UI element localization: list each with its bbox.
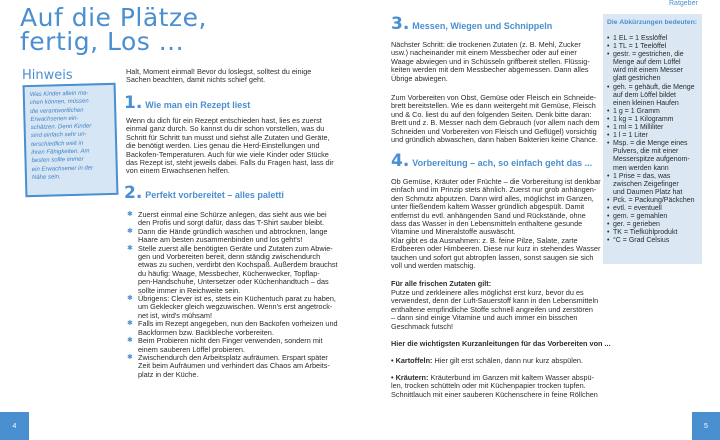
hinweis-heading: Hinweis xyxy=(22,68,73,83)
star-bullet-icon: ✱ xyxy=(127,353,133,361)
abbreviation-item: • Msp. = die Menge eines Pulvers, die mit einer Messerspitze aufgenom- men werden kann xyxy=(607,140,698,172)
star-bullet-icon: ✱ xyxy=(127,337,133,345)
list-item-text: Falls im Rezept angegeben, nun den Backofen vorheizen und Backformen bzw. Backbleche vorbereiten. xyxy=(138,319,338,337)
guide-heading: Hier die wichtigsten Kurzanleitungen für das Vorbereiten von ... xyxy=(391,339,611,348)
section-4-paragraph: Ob Gemüse, Kräuter oder Früchte – die Vorbereitung ist denkbar einfach und im Prinzip stets ähnlich. Zuerst nur grob anhängen- den Schmutz abputzen. Dann wird alles, möglichst im Ganzen, unter fließendem kaltem Wasser gründlich abgespült. Damit entfernst du evtl. anhängenden Sand und Rückstände, ohne dass das Wasser in den Lebensmitteln enthaltene gesunde Vitamine und Mineralstoffe auswäscht. Klar gibt es da Ausnahmen: z. B. feine Pilze, Salate, zarte Erdbeeren oder Himbeeren. Diese nur kurz in stehendes Wasser tauchen und sofort gut abtropfen lassen, sonst saugen sie sich voll und werden matschig. xyxy=(391,177,601,271)
star-bullet-icon: ✱ xyxy=(127,211,133,218)
abbreviations-box xyxy=(603,14,702,264)
section-title: Vorbereitung – ach, so einfach geht das ... xyxy=(412,158,593,168)
star-bullet-icon: ✱ xyxy=(127,244,133,252)
star-bullet-icon: ✱ xyxy=(127,295,133,303)
abbreviation-item: • ger. = gerieben xyxy=(607,221,698,229)
list-item-text: Zuerst einmal eine Schürze anlegen, das sieht aus wie bei den Profis und sorgt dafür, dass das T-Shirt sauber bleibt. xyxy=(138,210,327,228)
section-2-heading xyxy=(124,183,284,203)
abbreviation-item: • Pck. = Packung/Päckchen xyxy=(607,197,698,205)
list-item-text: Übrigens: Clever ist es, stets ein Küchentuch parat zu haben, um Geklecker gleich wegzuwischen. Wenn's erst angetrock- net ist, wird's mühsam! xyxy=(138,294,336,320)
running-header: Ratgeber xyxy=(669,0,698,7)
abbreviation-item: • 1 kg = 1 Kilogramm xyxy=(607,116,698,124)
list-item xyxy=(127,245,352,295)
abbreviation-item: • 1 l = 1 Liter xyxy=(607,132,698,140)
section-4-heading xyxy=(391,151,592,171)
page-number-right: 5 xyxy=(692,412,720,440)
page-number-left: 4 xyxy=(0,412,29,440)
list-item xyxy=(127,354,352,379)
star-bullet-icon: ✱ xyxy=(127,227,133,235)
section-3-paragraph-2: Zum Vorbereiten von Obst, Gemüse oder Fleisch ein Schneide- brett bereitstellen. Wie es dann weitergeht mit Gemüse, Fleisch und & Co. liest du auf den folgenden Seiten. Denk bitte daran: Brett und z. B. Messer nach dem Gebrauch (vor allem nach dem Schneiden und Vorbereiten von Fleisch und Geflügel) vorsichtig und gründlich abwaschen, dann haben Bakterien keine Chance. xyxy=(391,93,600,145)
preparation-list xyxy=(127,211,352,379)
item-label: • Kräutern: xyxy=(391,373,429,382)
abbreviation-item: • °C = Grad Celsius xyxy=(607,237,698,245)
hinweis-box: Was Kinder allein ma- chen können, müssen die verantwortlichen Erwachsenen ein- schätzen. Denn Kinder sind einfach sehr un- terschiedlich weit in ihren Fähigkeiten. Am besten sollte immer ein Erwachsener in der Nähe sein. xyxy=(23,83,119,197)
intro-text: Halt, Moment einmal! Bevor du loslegst, solltest du einige Sachen beachten, damit nichts schief geht. xyxy=(126,67,312,85)
abbreviation-item: • TK = Tiefkühlprodukt xyxy=(607,229,698,237)
kraeutern-item xyxy=(391,374,598,399)
abbreviations-heading: Die Abkürzungen bedeuten: xyxy=(607,19,697,26)
abbreviation-item: • gem. = gemahlen xyxy=(607,213,698,221)
section-number: 1. xyxy=(124,93,143,113)
section-1-heading xyxy=(124,93,250,113)
abbreviation-item: • 1 EL = 1 Esslöffel xyxy=(607,35,698,43)
section-3-paragraph-1: Nächster Schritt: die trockenen Zutaten (z. B. Mehl, Zucker usw.) nacheinander mit einem Messbecher oder auf einer Waage abwiegen und in Schüsseln griffbereit stellen. Flüssig- keiten werden mit dem Messbecher abgemessen. Dann alles Übrige abwiegen. xyxy=(391,40,590,83)
list-item xyxy=(127,320,352,337)
list-item xyxy=(127,228,352,245)
abbreviation-item: • evtl. = eventuell xyxy=(607,205,698,213)
list-item xyxy=(127,211,352,228)
abbreviation-item: • 1 g = 1 Gramm xyxy=(607,108,698,116)
abbreviation-item: • gestr. = gestrichen, die Menge auf dem Löffel wird mit einem Messer glatt gestrichen xyxy=(607,51,698,83)
fresh-text: Putze und zerkleinere alles möglichst erst kurz, bevor du es verwendest, denn der Luft-Sauerstoff kann in den Lebensmitteln enthaltene empfindliche Stoffe schnell angreifen und zerstören – dann sind einige Vitamine und auch immer ein bisschen Geschmack futsch! xyxy=(391,288,599,331)
section-title: Perfekt vorbereitet – alles paletti xyxy=(145,190,284,200)
section-3-heading xyxy=(391,14,552,34)
kartoffeln-item xyxy=(391,357,583,365)
abbreviation-item: • 1 ml = 1 Milliliter xyxy=(607,124,698,132)
abbreviation-item: • geh. = gehäuft, die Menge auf dem Löffel bildet einen kleinen Haufen xyxy=(607,84,698,108)
page-title: Auf die Plätze, fertig, Los ... xyxy=(20,3,207,56)
abbreviations-list xyxy=(607,35,698,245)
abbreviation-item: • 1 Prise = das, was zwischen Zeigefinger und Daumen Platz hat xyxy=(607,173,698,197)
list-item-text: Zwischendurch den Arbeitsplatz aufräumen. Erspart später Zeit beim Aufräumen und verhindert das Chaos am Arbeits- platz in der Küche. xyxy=(138,352,330,379)
abbreviation-item: • 1 TL = 1 Teelöffel xyxy=(607,43,698,51)
item-text: Kräuterbund im Ganzen mit kaltem Wasser abspü- len, trocken schütteln oder mit Küchenpapier trocken tupfen. Schnittlauch mit einer sauberen Küchenschere in feine Röllchen xyxy=(391,373,598,399)
item-label: • Kartoffeln: xyxy=(391,356,433,365)
section-1-text: Wenn du dich für ein Rezept entschieden hast, lies es zuerst einmal ganz durch. So kannst du dir schon vorstellen, was du Schritt für Schritt tun musst und siehst alle Zutaten und Geräte, die benötigt werden. Lies genau die Herd-Einstellungen und Backofen-Temperaturen. Auch für wie viele Kinder oder Stücke das Rezept ist, steht jeweils dabei. Falls du Fragen hast, lass dir von einem Erwachsenen helfen. xyxy=(126,116,334,176)
section-title: Wie man ein Rezept liest xyxy=(145,100,251,110)
section-number: 4. xyxy=(391,151,410,171)
section-number: 3. xyxy=(391,14,410,34)
section-number: 2. xyxy=(124,183,143,203)
list-item xyxy=(127,337,352,354)
section-title: Messen, Wiegen und Schnippeln xyxy=(412,21,553,31)
list-item xyxy=(127,295,352,320)
list-item-text: Stelle zuerst alle benötigten Geräte und Zutaten zum Abwie- gen und Vorbereiten bereit, denn ständig zwischendurch etwas zu suchen, verdirbt den Kochspaß. Außerdem brauchst du häufig: Waage, Messbecher, Küchenwecker, Topflap- pen-Handschuhe, Untersetzer oder Küchenhandtuch – das sollte immer in Reichweite sein. xyxy=(138,243,338,295)
list-item-text: Beim Probieren nicht den Finger verwenden, sondern mit einem sauberen Löffel probieren. xyxy=(138,336,323,354)
list-item-text: Dann die Hände gründlich waschen und abtrocknen, lange Haare am besten zusammenbinden und los geht's! xyxy=(138,226,328,245)
fresh-heading: Für alle frischen Zutaten gilt: xyxy=(391,279,492,288)
star-bullet-icon: ✱ xyxy=(127,320,133,328)
item-text: Hier gilt erst schälen, dann nur kurz abspülen. xyxy=(432,356,583,365)
